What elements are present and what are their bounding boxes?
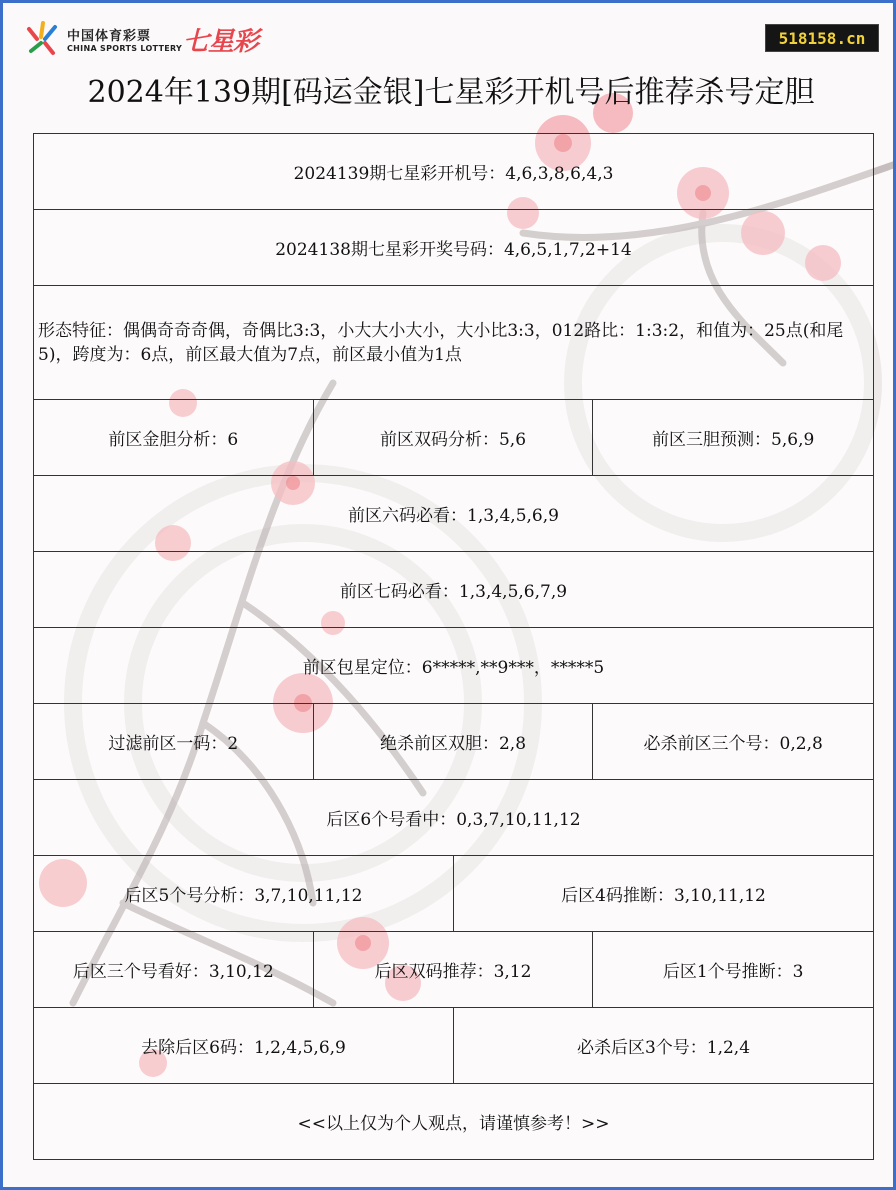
back-one-inference: 后区1个号推断：3 <box>593 932 874 1008</box>
table-row <box>34 1084 874 1160</box>
table-row <box>34 134 874 210</box>
table-row <box>34 932 874 1008</box>
table-row <box>34 286 874 400</box>
back-four-inference: 后区4码推断：3,10,11,12 <box>454 856 874 932</box>
logo-chinese-text: 中国体育彩票 <box>67 29 152 44</box>
table-row <box>34 476 874 552</box>
front-filter-one: 过滤前区一码：2 <box>34 704 314 780</box>
site-domain-badge[interactable]: 518158.cn <box>765 24 879 52</box>
lottery-star-icon <box>23 21 63 61</box>
back-kill-three: 必杀后区3个号：1,2,4 <box>454 1008 874 1084</box>
table-row <box>34 704 874 780</box>
table-row <box>34 628 874 704</box>
back-five-analysis: 后区5个号分析：3,7,10,11,12 <box>34 856 454 932</box>
back-three-pick: 后区三个号看好：3,10,12 <box>34 932 314 1008</box>
header <box>3 3 896 65</box>
front-gold-bile: 前区金胆分析：6 <box>34 400 314 476</box>
front-kill-two: 绝杀前区双胆：2,8 <box>314 704 594 780</box>
disclaimer: <<以上仅为个人观点，请谨慎参考！>> <box>34 1084 874 1160</box>
table-row <box>34 1008 874 1084</box>
draw-138-result: 2024138期七星彩开奖号码：4,6,5,1,7,2+14 <box>34 210 874 286</box>
table-row <box>34 552 874 628</box>
back-six-pick: 后区6个号看中：0,3,7,10,11,12 <box>34 780 874 856</box>
china-sports-lottery-logo <box>23 21 283 61</box>
front-three-bile: 前区三胆预测：5,6,9 <box>593 400 874 476</box>
prediction-table <box>33 133 874 1160</box>
back-double-recommend: 后区双码推荐：3,12 <box>314 932 594 1008</box>
table-row <box>34 780 874 856</box>
table-row <box>34 400 874 476</box>
logo-english-text: CHINA SPORTS LOTTERY <box>67 44 183 53</box>
back-remove-six: 去除后区6码：1,2,4,5,6,9 <box>34 1008 454 1084</box>
pattern-features: 形态特征：偶偶奇奇奇偶，奇偶比3:3，小大大小大小，大小比3:3，012路比：1:3:2，和值为：25点(和尾5)，跨度为：6点，前区最大值为7点，前区最小值为1点 <box>34 286 874 400</box>
front-kill-three: 必杀前区三个号：0,2,8 <box>593 704 874 780</box>
table-row <box>34 210 874 286</box>
front-double-code: 前区双码分析：5,6 <box>314 400 594 476</box>
table-row <box>34 856 874 932</box>
front-seven-code: 前区七码必看：1,3,4,5,6,7,9 <box>34 552 874 628</box>
page-title: 2024年139期[码运金银]七星彩开机号后推荐杀号定胆 <box>87 75 815 110</box>
front-six-code: 前区六码必看：1,3,4,5,6,9 <box>34 476 874 552</box>
logo-game-name: 七星彩 <box>183 27 259 57</box>
draw-139-number: 2024139期七星彩开机号：4,6,3,8,6,4,3 <box>34 134 874 210</box>
front-position-pick: 前区包星定位：6*****,**9***，*****5 <box>34 628 874 704</box>
